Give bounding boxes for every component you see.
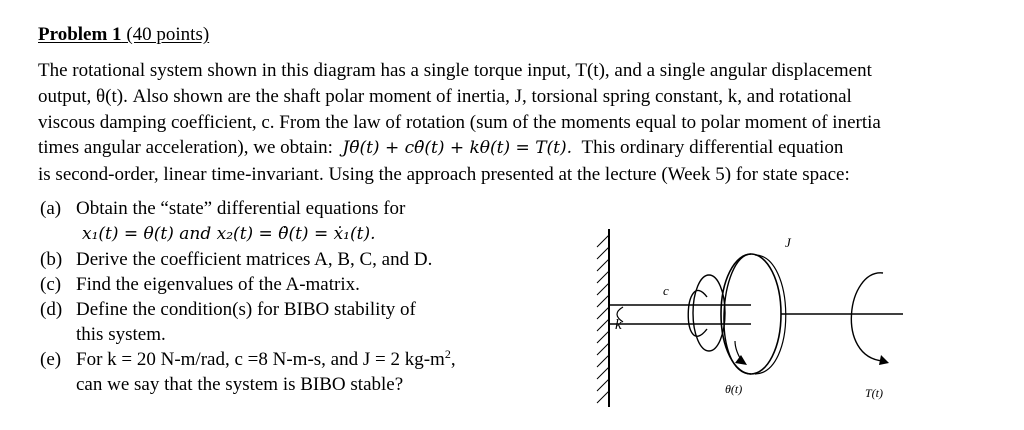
question-label: (c) — [40, 274, 62, 295]
superscript: 2 — [444, 347, 451, 361]
problem-number: Problem 1 — [38, 24, 122, 45]
question-text: Define the condition(s) for BIBO stability of — [76, 299, 416, 320]
problem-title — [38, 24, 209, 46]
question-text: Obtain the “state” differential equations for — [76, 198, 406, 219]
question-text: Find the eigenvalues of the A-matrix. — [76, 274, 360, 295]
question-e — [40, 347, 520, 372]
statement-line-4-end: This ordinary differential equation — [581, 137, 844, 159]
question-c — [40, 272, 520, 297]
statement-line-3: viscous damping coefficient, c. From the law of rotation (sum of the moments equal to polar moment of inertia — [38, 111, 881, 133]
statement-line-4 — [38, 135, 988, 162]
label-T: T(t) — [865, 386, 883, 400]
theta-arrowhead — [735, 355, 747, 365]
question-text-end: , — [450, 349, 456, 370]
wall-hatching — [597, 235, 609, 403]
question-d-continued: this system. — [76, 324, 166, 345]
label-J: J — [785, 235, 791, 250]
statement-line-5: is second-order, linear time-invariant. Using the approach presented at the lecture (Week 5) for state space: — [38, 164, 850, 186]
torque-arc — [851, 273, 883, 361]
question-d — [40, 297, 520, 322]
label-theta: θ(t) — [725, 382, 743, 396]
question-text: For k = 20 N-m/rad, c =8 N-m-s, and J = 2 kg-m — [76, 349, 445, 370]
damper-ring — [693, 275, 725, 351]
question-a-math — [40, 221, 520, 247]
question-list — [40, 196, 520, 397]
torque-arrowhead — [879, 355, 889, 365]
label-c: c — [663, 283, 669, 298]
label-k: k — [615, 317, 622, 333]
statement-line-2: output, θ(t). Also shown are the shaft polar moment of inertia, J, torsional spring constant, k, and rotational — [38, 85, 852, 107]
question-label: (d) — [40, 299, 63, 320]
question-label: (a) — [40, 198, 62, 219]
question-text: Derive the coefficient matrices A, B, C, and D. — [76, 249, 433, 270]
question-label: (e) — [40, 349, 62, 370]
question-label: (b) — [40, 249, 63, 270]
statement-line-1: The rotational system shown in this diagram has a single torque input, T(t), and a single angular displacement — [38, 60, 872, 81]
problem-statement — [38, 58, 988, 188]
rotational-system-diagram — [585, 225, 915, 415]
damper-c — [688, 290, 707, 336]
question-e-continued: can we say that the system is BIBO stable? — [76, 374, 404, 395]
question-b — [40, 247, 520, 272]
problem-points: (40 points) — [121, 24, 210, 45]
state-definition: x₁(t) = θ(t) and x₂(t) = θ̇(t) = ẋ₁(t). — [82, 224, 376, 244]
disk-J-back — [724, 254, 751, 374]
equation-of-motion: Jθ̈(t) + cθ̇(t) + kθ(t) = T(t). — [342, 138, 573, 159]
statement-line-4-text: times angular acceleration), we obtain: — [38, 137, 333, 159]
question-a — [40, 196, 520, 221]
